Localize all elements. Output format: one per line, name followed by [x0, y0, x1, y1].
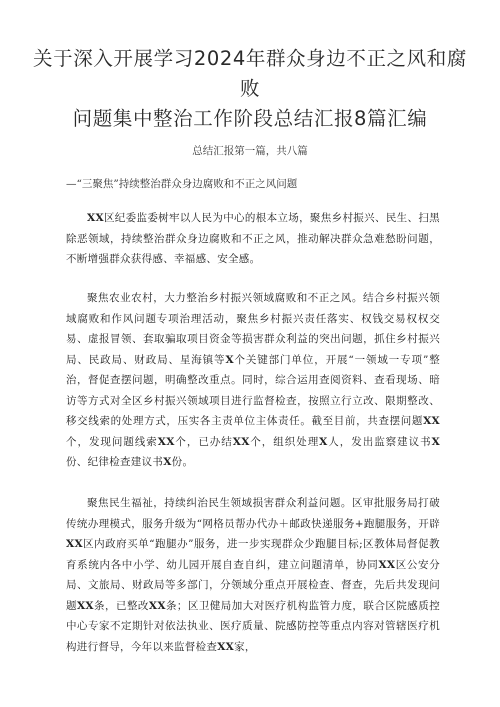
title-line-2: 问题集中整治工作阶段总结汇报8篇汇编 [72, 107, 428, 130]
placeholder-value: X [319, 435, 328, 448]
text-run: 个，已办结 [174, 435, 233, 448]
paragraph-text [66, 288, 440, 473]
paragraph-3 [66, 493, 440, 657]
text-run: 区纪委监委树牢以人民为中心的根本立场，聚焦乡村振兴、民生、扫黑除恶领域，持续整治群众身边腐败和不正之风，推动解决群众急难愁盼问题，不断增强群众获得感、幸福感、安全感。 [66, 212, 440, 265]
placeholder-value: X [163, 456, 172, 468]
text-run: 个，组织处理 [249, 435, 320, 448]
paragraph-text [66, 493, 440, 657]
text-run: 条，已整改 [93, 599, 149, 612]
placeholder-value: XX [232, 435, 250, 448]
subheading: 总结汇报第一篇，共八篇 [192, 145, 308, 157]
text-run: 条；区卫健局加大对医疗机构监管力度，联合区院感质控中心专家不定期针对依法执业、医疗质量、院感防控等重点内容对管辖医疗机构进行督导，今年以来监督检查 [66, 599, 440, 653]
title-line-1: 关于深入开展学习2024年群众身边不正之风和腐败 [33, 47, 467, 100]
paragraph-2 [66, 288, 440, 473]
section-heading: —“三聚焦”持续整治群众身边腐败和不正之风问题 [66, 178, 298, 190]
placeholder-value: XX [378, 558, 396, 571]
placeholder-value: XX [76, 599, 94, 612]
text-run: 区内政府买单“跑腿办”服务，进一步实现群众少跑腿目标;区教体局督促教育系统内各中小学、幼儿园开展自查自纠，建立问题清单，协同 [66, 538, 440, 571]
placeholder-value: XX [157, 435, 175, 448]
text-run: 聚焦民生福祉，持续纠治民生领域损害群众利益问题。区审批服务局打破传统办理模式，服务升级为“网格员帮办代办＋邮政快递服务+跑腿服务，开辟 [66, 497, 440, 530]
placeholder-value: XX [148, 599, 166, 612]
text-run: 份、纪律检查建议书 [66, 456, 164, 468]
placeholder-value: X [225, 353, 234, 366]
paragraph-1 [66, 208, 440, 270]
text-run: 家， [234, 640, 256, 653]
text-run: 个，发现问题线索 [66, 435, 158, 448]
placeholder-value: XX [87, 212, 104, 224]
text-run: 份。 [171, 456, 194, 468]
placeholder-value: XX [423, 415, 440, 427]
placeholder-value: XX [66, 538, 83, 550]
text-run: 个关键部门单位，开展“一领域一专项”整治，督促查摆问题，明确整改重点。同时，综合运用查阅资料、查看现场、暗访等方式对全区乡村振兴领域项目进行监督检查，按照立行立改、限期整改、移交线索的处理方式，压实各主责单位主体责任。截至目前，共查摆问题 [66, 353, 440, 427]
text-run: 区公安分局、文旅局、财政局等多部门，分领域分重点开展检查、督查，先后共发现问题 [66, 558, 440, 612]
document-title [30, 44, 470, 134]
paragraph-text [66, 208, 440, 270]
text-run: 聚焦农业农村，大力整治乡村振兴领域腐败和不正之风。结合乡村振兴领域腐败和作风问题专项治理活动，聚焦乡村振兴责任落实、权钱交易权权交易、虚报冒领、套取骗取项目资金等损害群众利益的突出问题，抓住乡村振兴局、民政局、财政局、星海镇等 [66, 292, 440, 366]
text-run: 人，发出监察建议书 [327, 435, 432, 448]
placeholder-value: X [431, 435, 441, 448]
placeholder-value: XX [217, 640, 235, 653]
